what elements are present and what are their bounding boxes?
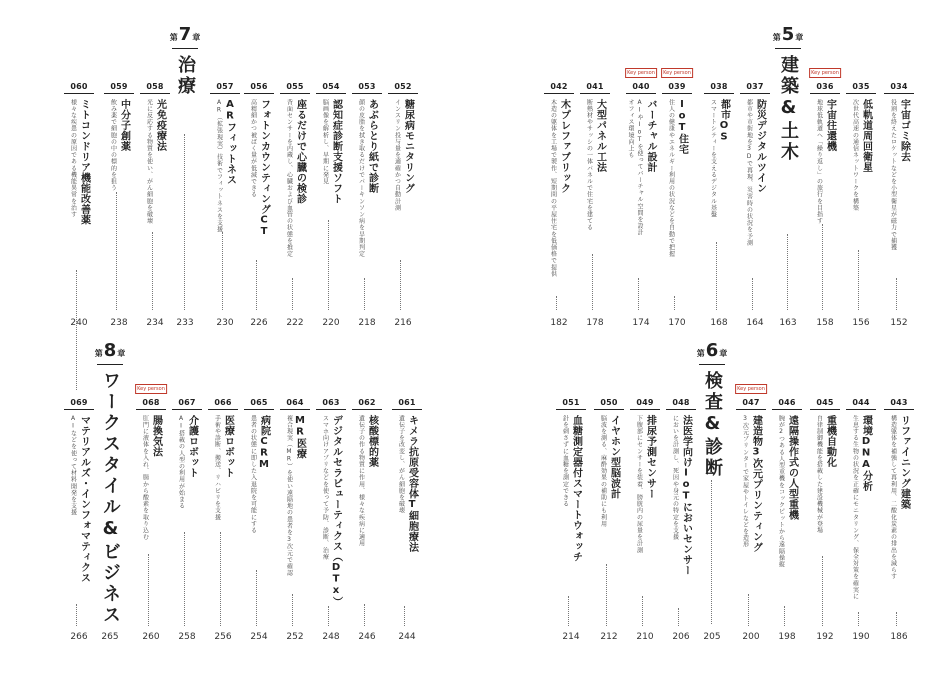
entry-description: 構造躯体を補強して再利用、二酸化炭素の排出を減らす <box>889 415 897 580</box>
chapter-6-heading[interactable] <box>694 340 730 642</box>
entry-number: 045 <box>810 398 840 410</box>
toc-entry-043[interactable] <box>884 398 914 642</box>
page-number: 252 <box>286 632 304 642</box>
entry-title: 都市OS <box>718 99 730 143</box>
entry-title: バーチャル設計 <box>645 99 656 173</box>
leader-dots <box>364 278 365 310</box>
entry-description: 遺伝子の作る物質に作用、様々な疾病に適用 <box>357 415 365 547</box>
entry-number: 066 <box>208 398 238 410</box>
entry-number: 046 <box>772 398 802 410</box>
entry-title: 排尿予測センサー <box>644 415 656 499</box>
entry-number: 047 <box>736 398 766 410</box>
entry-description: AR（拡張現実）技術でフィットネスを支援 <box>215 99 223 233</box>
toc-entry-039[interactable] <box>662 70 692 328</box>
toc-entry-062[interactable] <box>352 398 382 642</box>
entry-title: 防災デジタルツイン <box>754 99 766 194</box>
toc-entry-066[interactable] <box>208 398 238 642</box>
toc-entry-060[interactable] <box>64 82 94 328</box>
entry-number: 059 <box>104 82 134 94</box>
leader-dots <box>896 612 897 626</box>
entry-description: 脳画像を解析し、早期に発見 <box>321 99 329 185</box>
leader-dots <box>404 606 405 626</box>
page-number: 164 <box>746 318 764 328</box>
entry-title: ARフィットネス <box>224 99 236 185</box>
toc-entry-058[interactable] <box>140 82 170 328</box>
toc-entry-044[interactable] <box>846 398 876 642</box>
entry-number: 054 <box>316 82 346 94</box>
entry-description: 木造の躯体を工場で製作、短期間の平屋住宅を低価格で提供 <box>549 99 557 278</box>
page-number: 182 <box>550 318 568 328</box>
toc-entry-064[interactable] <box>280 398 310 642</box>
entry-number: 067 <box>172 398 202 410</box>
key-person-badge: Key person <box>627 70 655 76</box>
entry-title: 座るだけで心臓の検診 <box>294 99 306 204</box>
chapter-label: 第 5 章 <box>772 24 804 45</box>
entry-number: 051 <box>556 398 586 410</box>
toc-entry-047[interactable] <box>736 386 766 642</box>
toc-entry-050[interactable] <box>594 398 624 642</box>
entry-description: 腕が2つある人型重機をコックピットから遠隔操縦 <box>777 415 785 568</box>
entry-number: 044 <box>846 398 876 410</box>
leader-dots <box>256 570 257 626</box>
toc-entry-063[interactable] <box>316 398 346 642</box>
entry-description: スマホ向けアプリなどを使って予防、診断、治療 <box>321 415 329 561</box>
leader-dots <box>858 612 859 626</box>
leader-dots <box>152 232 153 310</box>
page-number: 212 <box>600 632 618 642</box>
entry-number: 037 <box>740 82 770 94</box>
entry-number: 040 <box>626 82 656 94</box>
entry-title: 重機自動化 <box>824 415 836 468</box>
page-number: 200 <box>742 632 760 642</box>
entry-title: 医療ロボット <box>222 415 234 478</box>
entry-number: 041 <box>580 82 610 94</box>
page-number: 258 <box>178 632 196 642</box>
chapter-5-heading[interactable] <box>770 24 806 328</box>
entry-number: 064 <box>280 398 310 410</box>
page-number: 152 <box>890 318 908 328</box>
entry-number: 035 <box>846 82 876 94</box>
entry-description: 患者の状態に即した入退院を可能にする <box>249 415 257 534</box>
page-number: 240 <box>70 318 88 328</box>
entry-number: 042 <box>544 82 574 94</box>
toc-entry-038[interactable] <box>704 82 734 328</box>
entry-title: 光免疫療法 <box>154 99 166 152</box>
entry-title: 環境DNA分析 <box>860 415 872 492</box>
entry-description: 高精細かつ被ばく量が低減できる <box>249 99 257 198</box>
toc-entry-069[interactable] <box>64 398 94 642</box>
entry-number: 055 <box>280 82 310 94</box>
entry-description: 光に反応する物質を使い、がん細胞を破壊 <box>145 99 153 225</box>
entry-number: 063 <box>316 398 346 410</box>
entry-title: 血糖測定器付スマートウォッチ <box>570 415 582 562</box>
entry-description: 地球低軌道へ「繰り返し」の旅行を目指す <box>815 99 823 225</box>
page-number: 266 <box>70 632 88 642</box>
entry-description: 遺伝子を改変し、がん細胞を破壊 <box>397 415 405 514</box>
page-number: 210 <box>636 632 654 642</box>
key-person-badge: Key person <box>737 386 765 392</box>
entry-title: マテリアルズ・インフォマティクス <box>78 415 90 583</box>
toc-entry-051[interactable] <box>556 398 586 642</box>
entry-title: デジタルセラピューティクス（DTx） <box>330 415 342 607</box>
leader-dots <box>822 224 823 310</box>
entry-description: 背面センサーを内蔵し、心臓および血管の状態を推定 <box>285 99 293 258</box>
entry-description: 顔の皮脂を拭き取るだけでパーキンソン病を早期判定 <box>357 99 365 258</box>
page-number: 170 <box>668 318 686 328</box>
toc-entry-059[interactable] <box>104 82 134 328</box>
toc-entry-061[interactable] <box>392 398 422 642</box>
entry-number: 058 <box>140 82 170 94</box>
page-number: 244 <box>398 632 416 642</box>
entry-description: 役割を終えたロケットなどを小型衛星が磁力で捕獲 <box>889 99 897 251</box>
toc-entry-042[interactable] <box>544 82 574 328</box>
key-person-badge: Key person <box>811 70 839 76</box>
entry-title: 核酸標的薬 <box>366 415 378 468</box>
chapter-label: 第 8 章 <box>94 340 126 361</box>
leader-dots <box>787 234 788 310</box>
entry-number: 050 <box>594 398 624 410</box>
entry-description: AIなどを使って材料開発を支援 <box>69 415 77 516</box>
entry-description: 肛門に液体を入れ、腸から酸素を取り込む <box>141 415 149 541</box>
page-number: 214 <box>562 632 580 642</box>
page-number: 216 <box>394 318 412 328</box>
page-number: 248 <box>322 632 340 642</box>
toc-entry-057[interactable] <box>210 82 240 328</box>
chapter-label: 第 6 章 <box>696 340 728 361</box>
page-number: 178 <box>586 318 604 328</box>
entry-title: IoT住宅 <box>676 99 688 155</box>
leader-dots <box>716 242 717 310</box>
entry-description: AI搭載の人型の利用が始まる <box>177 415 185 510</box>
entry-number: 053 <box>352 82 382 94</box>
entry-description: 飲み薬で細胞の中の標的を狙う <box>109 99 117 192</box>
chapter-title: 治療 <box>175 55 196 97</box>
entry-number: 034 <box>884 82 914 94</box>
entry-description: AIやIoTを使ってバーチャル空間を設計 <box>636 99 643 236</box>
leader-dots <box>76 604 77 626</box>
leader-dots <box>76 270 77 390</box>
entry-title: MR医療 <box>294 415 306 459</box>
page-number: 168 <box>710 318 728 328</box>
chapter-rule <box>172 48 198 49</box>
entry-description: 都市や市街地を3Dで再現、災害時の状況を予測 <box>745 99 753 247</box>
leader-dots <box>556 296 557 310</box>
toc-entry-054[interactable] <box>316 82 346 328</box>
leader-dots <box>568 596 569 626</box>
leader-dots <box>896 278 897 310</box>
page-number: 226 <box>250 318 268 328</box>
page-number: 190 <box>852 632 870 642</box>
entry-number: 048 <box>666 398 696 410</box>
page-number: 158 <box>816 318 834 328</box>
entry-description: 下腹部にセンサーを装着、膀胱内の尿量を計測 <box>635 415 643 554</box>
leader-dots <box>606 564 607 626</box>
toc-entry-035[interactable] <box>846 82 876 328</box>
page-number: 222 <box>286 318 304 328</box>
toc-entry-055[interactable] <box>280 82 310 328</box>
entry-number: 057 <box>210 82 240 94</box>
toc-entry-034[interactable] <box>884 82 914 328</box>
toc-entry-036[interactable] <box>810 70 840 328</box>
toc-entry-052[interactable] <box>388 82 418 328</box>
toc-entry-065[interactable] <box>244 398 274 642</box>
page-number: 192 <box>816 632 834 642</box>
entry-number: 060 <box>64 82 94 94</box>
leader-dots <box>674 296 675 310</box>
leader-dots <box>222 232 223 310</box>
entry-description: 手術や診断、搬送、リハビリを支援 <box>213 415 221 521</box>
leader-dots <box>752 278 753 310</box>
entry-title: 中分子創薬 <box>118 99 130 152</box>
page-number: 198 <box>778 632 796 642</box>
leader-dots <box>292 594 293 626</box>
chapter-rule <box>699 364 725 365</box>
page-number: 174 <box>632 318 650 328</box>
leader-dots <box>220 532 221 626</box>
chapter-title: 検査&診断 <box>702 371 723 479</box>
page-number: 163 <box>779 318 797 328</box>
toc-entry-068[interactable] <box>136 386 166 642</box>
leader-dots <box>642 596 643 626</box>
toc-entry-045[interactable] <box>810 398 840 642</box>
entry-title: 木プレファブリック <box>558 99 570 194</box>
toc-entry-067[interactable] <box>172 398 202 642</box>
entry-description: 脳波を測る、麻酔効果の補助にも利用 <box>599 415 607 528</box>
leader-dots <box>364 604 365 626</box>
entry-number: 049 <box>630 398 660 410</box>
leader-dots <box>184 134 185 310</box>
toc-entry-046[interactable] <box>772 398 802 642</box>
entry-number: 068 <box>136 398 166 410</box>
entry-description: 生息する生物の状況を正確にモニタリング、保全対策を確実に <box>851 415 859 600</box>
entry-description: 住人の健康やエネルギー利用の状況などを自動で把握 <box>667 99 675 258</box>
entry-title: 大型パネル工法 <box>594 99 606 173</box>
toc-entry-056[interactable] <box>244 82 274 328</box>
chapter-label: 第 7 章 <box>169 24 201 45</box>
key-person-badge: Key person <box>137 386 165 392</box>
page-number: 205 <box>703 632 721 642</box>
toc-entry-040[interactable] <box>626 70 656 328</box>
page-number: 230 <box>216 318 234 328</box>
entry-number: 039 <box>662 82 692 94</box>
leader-dots <box>748 594 749 626</box>
leader-dots <box>822 556 823 626</box>
chapter-rule <box>97 364 123 365</box>
page-number: 260 <box>142 632 160 642</box>
entry-description: 複合現実（MR）を使い遠隔地の患者を3次元で確認 <box>285 415 293 577</box>
entry-description: オフィス環境向上も <box>627 99 634 159</box>
toc-entry-037[interactable] <box>740 82 770 328</box>
toc-entry-041[interactable] <box>580 82 610 328</box>
page-number: 233 <box>176 318 194 328</box>
entry-title: 遠隔操作式の人型重機 <box>786 415 798 520</box>
toc-entry-049[interactable] <box>630 398 660 642</box>
leader-dots <box>328 220 329 310</box>
chapter-title: ワークスタイル&ビジネス <box>100 371 121 626</box>
toc-entry-048[interactable] <box>666 398 696 642</box>
leader-dots <box>184 532 185 626</box>
leader-dots <box>711 480 712 624</box>
entry-number: 065 <box>244 398 274 410</box>
page-number: 234 <box>146 318 164 328</box>
entry-title: ミトコンドリア機能改善薬 <box>78 99 90 225</box>
entry-title: 認知症診断支援ソフト <box>330 99 342 204</box>
entry-title: 低軌道周回衛星 <box>860 99 872 173</box>
entry-description: 次世代高速の通信ネットワークを構築 <box>851 99 859 212</box>
entry-title: 病院CRM <box>258 415 270 471</box>
entry-description: 自律制御機能を搭載した建設機械が登場 <box>815 415 823 534</box>
leader-dots <box>328 606 329 626</box>
entry-number: 062 <box>352 398 382 410</box>
page-number: 218 <box>358 318 376 328</box>
leader-dots <box>292 278 293 310</box>
key-person-badge: Key person <box>663 70 691 76</box>
chapter-8-heading[interactable] <box>92 340 128 642</box>
entry-description: スマートシティーを支えるデジタル基盤 <box>709 99 717 218</box>
entry-description: 断熱材やサッシの一体パネルで住宅を建てる <box>585 99 593 231</box>
entry-description: 3次元プリンターで家屋やトイレなどを造形 <box>741 415 749 548</box>
leader-dots <box>784 606 785 626</box>
leader-dots <box>148 554 149 626</box>
entry-title: 法医学向けIoTにおいセンサー <box>680 415 692 576</box>
chapter-rule <box>775 48 801 49</box>
chapter-7-heading[interactable] <box>167 24 203 328</box>
page-number: 254 <box>250 632 268 642</box>
entry-description: インスリン投与量を適確かつ自動計測 <box>393 99 401 212</box>
page-number: 265 <box>101 632 119 642</box>
entry-description: においを計測し、死因や身元の特定を支援 <box>671 415 679 541</box>
leader-dots <box>858 250 859 310</box>
page-number: 246 <box>358 632 376 642</box>
entry-description: 針を刺さずに血糖を測定できる <box>561 415 569 508</box>
entry-number: 036 <box>810 82 840 94</box>
leader-dots <box>638 278 639 310</box>
entry-title: 宇宙ゴミ除去 <box>898 99 910 162</box>
entry-description: 様々な疾患の原因である機能異常を治す <box>69 99 77 218</box>
entry-number: 056 <box>244 82 274 94</box>
leader-dots <box>400 260 401 310</box>
leader-dots <box>256 260 257 310</box>
toc-entry-053[interactable] <box>352 82 382 328</box>
entry-title: 建造物3次元プリンティング <box>750 415 762 553</box>
entry-title: 宇宙往還機 <box>824 99 836 152</box>
entry-title: あぶらとり紙で診断 <box>366 99 378 194</box>
leader-dots <box>592 254 593 310</box>
entry-number: 061 <box>392 398 422 410</box>
leader-dots <box>678 608 679 626</box>
page-number: 156 <box>852 318 870 328</box>
leader-dots <box>116 192 117 310</box>
entry-title: イヤホン型脳波計 <box>608 415 620 499</box>
entry-number: 043 <box>884 398 914 410</box>
entry-title: フォトンカウンティングCT <box>258 99 270 238</box>
page-number: 238 <box>110 318 128 328</box>
page-number: 256 <box>214 632 232 642</box>
entry-title: リファイニング建築 <box>898 415 910 510</box>
entry-title: キメラ抗原受容体T細胞療法 <box>406 415 418 553</box>
chapter-title: 建築&土木 <box>778 55 799 163</box>
entry-number: 052 <box>388 82 418 94</box>
entry-number: 069 <box>64 398 94 410</box>
entry-title: 介護ロボット <box>186 415 198 478</box>
entry-title: 糖尿病モニタリング <box>402 99 414 194</box>
entry-number: 038 <box>704 82 734 94</box>
page-number: 206 <box>672 632 690 642</box>
page-number: 220 <box>322 318 340 328</box>
page-number: 186 <box>890 632 908 642</box>
entry-title: 腸換気法 <box>150 415 162 457</box>
